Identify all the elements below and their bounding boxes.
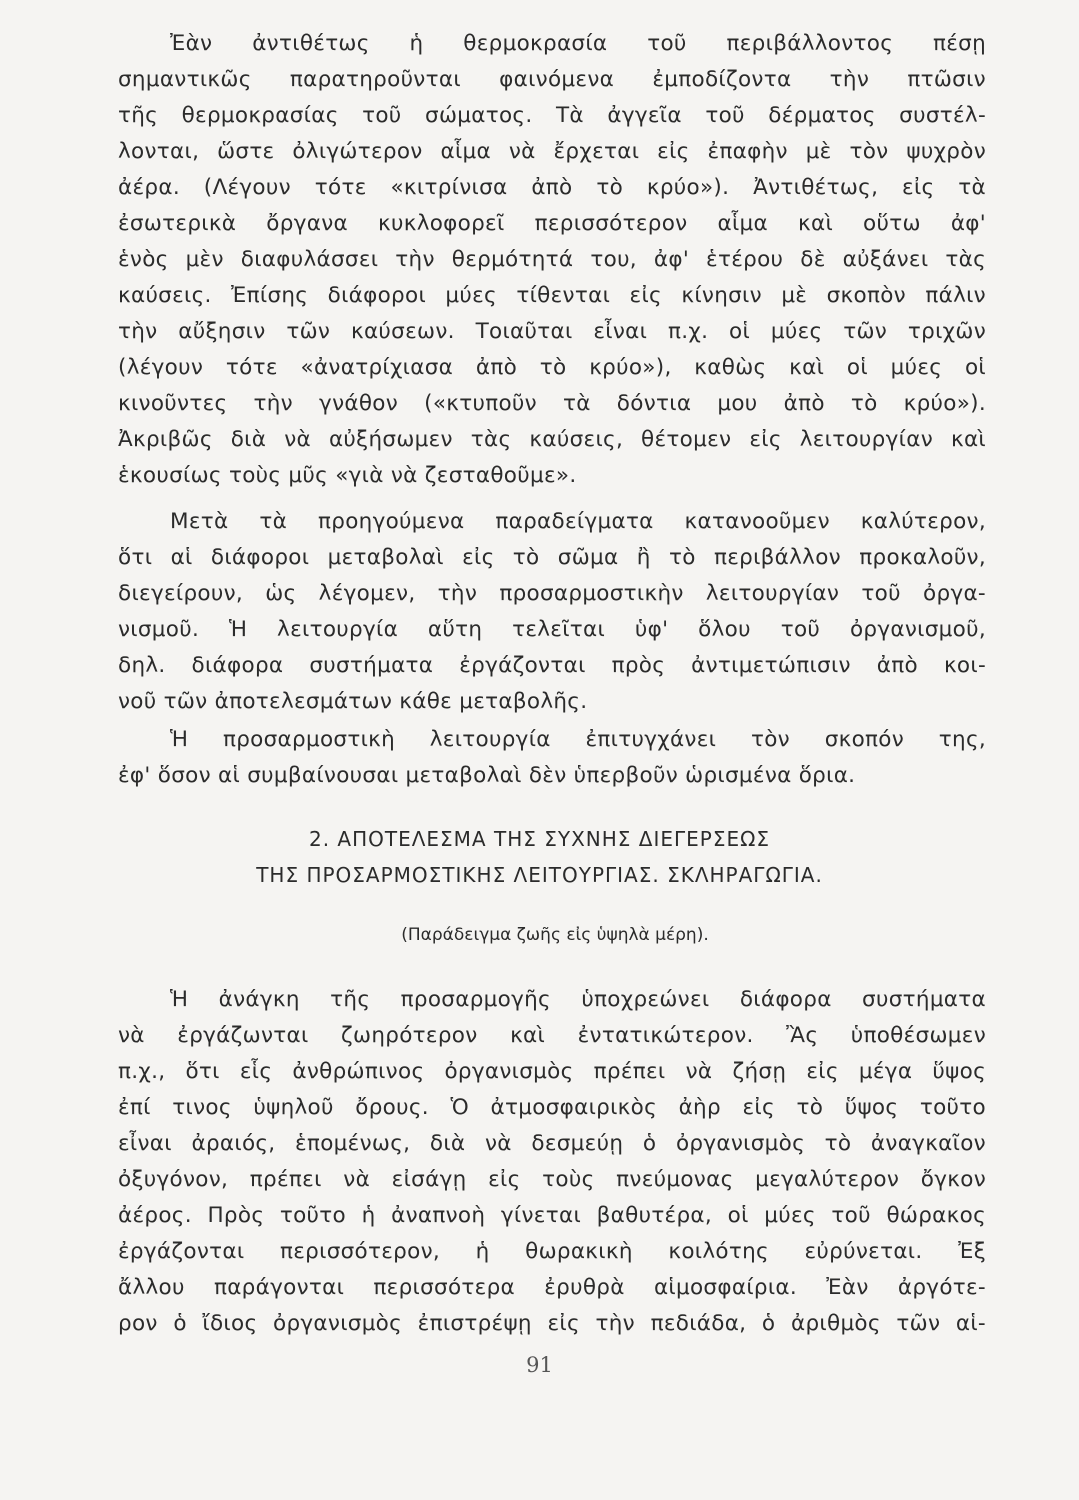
section-subtitle: (Παράδειγμα ζωῆς εἰς ὑψηλὰ μέρη).	[401, 925, 709, 945]
text-line: ἐργάζονται περισσότερον, ἡ θωρακικὴ κοιλότης εὐρύνεται. Ἐξ	[118, 1239, 986, 1264]
text-line: νὰ ἐργάζωνται ζωηρότερον καὶ ἐντατικώτερον. Ἂς ὑποθέσωμεν	[118, 1023, 986, 1048]
text-line: διεγείρουν, ὡς λέγομεν, τὴν προσαρμοστικὴν λειτουργίαν τοῦ ὀργα-	[118, 581, 986, 606]
text-line: Ἐὰν ἀντιθέτως ἡ θερμοκρασία τοῦ περιβάλλοντος πέσῃ	[170, 31, 986, 56]
text-line: ἑνὸς μὲν διαφυλάσσει τὴν θερμότητά του, ἀφ' ἑτέρου δὲ αὐξάνει τὰς	[118, 247, 986, 272]
text-line: ὀξυγόνον, πρέπει νὰ εἰσάγῃ εἰς τοὺς πνεύμονας μεγαλύτερον ὄγκον	[118, 1167, 986, 1192]
text-line: δηλ. διάφορα συστήματα ἐργάζονται πρὸς ἀντιμετώπισιν ἀπὸ κοι-	[118, 653, 986, 678]
text-line: ἄλλου παράγονται περισσότερα ἐρυθρὰ αἱμοσφαίρια. Ἐὰν ἀργότε-	[118, 1275, 986, 1300]
text-line: τῆς θερμοκρασίας τοῦ σώματος. Τὰ ἀγγεῖα τοῦ δέρματος συστέλ-	[118, 103, 986, 128]
text-line: Ἀκριβῶς διὰ νὰ αὐξήσωμεν τὰς καύσεις, θέτομεν εἰς λειτουργίαν καὶ	[118, 427, 986, 452]
text-line: Ἡ ἀνάγκη τῆς προσαρμογῆς ὑποχρεώνει διάφορα συστήματα	[170, 987, 986, 1012]
text-line: (λέγουν τότε «ἀνατρίχιασα ἀπὸ τὸ κρύο»), καθὼς καὶ οἱ μύες οἱ	[118, 355, 986, 380]
text-line: λονται, ὥστε ὀλιγώτερον αἷμα νὰ ἔρχεται εἰς ἐπαφὴν μὲ τὸν ψυχρὸν	[118, 139, 986, 164]
text-line: ἑκουσίως τοὺς μῦς «γιὰ νὰ ζεσταθοῦμε».	[118, 463, 577, 488]
text-line: σημαντικῶς παρατηροῦνται φαινόμενα ἐμποδίζοντα τὴν πτῶσιν	[118, 67, 986, 92]
text-line: εἶναι ἀραιός, ἑπομένως, διὰ νὰ δεσμεύῃ ὁ ὀργανισμὸς τὸ ἀναγκαῖον	[118, 1131, 986, 1156]
text-line: ὅτι αἱ διάφοροι μεταβολαὶ εἰς τὸ σῶμα ἢ τὸ περιβάλλον προκαλοῦν,	[118, 545, 986, 570]
text-line: νοῦ τῶν ἀποτελεσμάτων κάθε μεταβολῆς.	[118, 689, 588, 714]
text-line: ἐσωτερικὰ ὄργανα κυκλοφορεῖ περισσότερον αἷμα καὶ οὕτω ἀφ'	[118, 211, 986, 236]
section-title-line-1: 2. ΑΠΟΤΕΛΕΣΜΑ ΤΗΣ ΣΥΧΝΗΣ ΔΙΕΓΕΡΣΕΩΣ	[308, 827, 771, 851]
text-line: Μετὰ τὰ προηγούμενα παραδείγματα κατανοοῦμεν καλύτερον,	[170, 509, 986, 534]
page-number: 91	[526, 1353, 553, 1377]
text-line: ἀέρα. (Λέγουν τότε «κιτρίνισα ἀπὸ τὸ κρύο»). Ἀντιθέτως, εἰς τὰ	[118, 175, 986, 200]
text-line: ρον ὁ ἴδιος ὀργανισμὸς ἐπιστρέψῃ εἰς τὴν πεδιάδα, ὁ ἀριθμὸς τῶν αἱ-	[118, 1311, 986, 1336]
text-line: π.χ., ὅτι εἷς ἀνθρώπινος ὀργανισμὸς πρέπει νὰ ζήσῃ εἰς μέγα ὕψος	[118, 1059, 986, 1084]
text-line: τὴν αὔξησιν τῶν καύσεων. Τοιαῦται εἶναι π.χ. οἱ μύες τῶν τριχῶν	[118, 319, 986, 344]
text-line: Ἡ προσαρμοστικὴ λειτουργία ἐπιτυγχάνει τὸν σκοπόν της,	[170, 727, 986, 752]
text-line: ἐφ' ὅσον αἱ συμβαίνουσαι μεταβολαὶ δὲν ὑπερβοῦν ὡρισμένα ὅρια.	[118, 763, 856, 788]
text-line: ἀέρος. Πρὸς τοῦτο ἡ ἀναπνοὴ γίνεται βαθυτέρα, οἱ μύες τοῦ θώρακος	[118, 1203, 986, 1228]
text-line: καύσεις. Ἐπίσης διάφοροι μύες τίθενται εἰς κίνησιν μὲ σκοπὸν πάλιν	[118, 283, 986, 308]
text-line: νισμοῦ. Ἡ λειτουργία αὕτη τελεῖται ὑφ' ὅλου τοῦ ὀργανισμοῦ,	[118, 617, 986, 642]
text-line: κινοῦντες τὴν γνάθον («κτυποῦν τὰ δόντια μου ἀπὸ τὸ κρύο»).	[118, 391, 986, 416]
text-line: ἐπί τινος ὑψηλοῦ ὄρους. Ὁ ἀτμοσφαιρικὸς ἀὴρ εἰς τὸ ὕψος τοῦτο	[118, 1095, 986, 1120]
section-title-line-2: ΤΗΣ ΠΡΟΣΑΡΜΟΣΤΙΚΗΣ ΛΕΙΤΟΥΡΓΙΑΣ. ΣΚΛΗΡΑΓΩΓΙΑ.	[256, 863, 823, 887]
